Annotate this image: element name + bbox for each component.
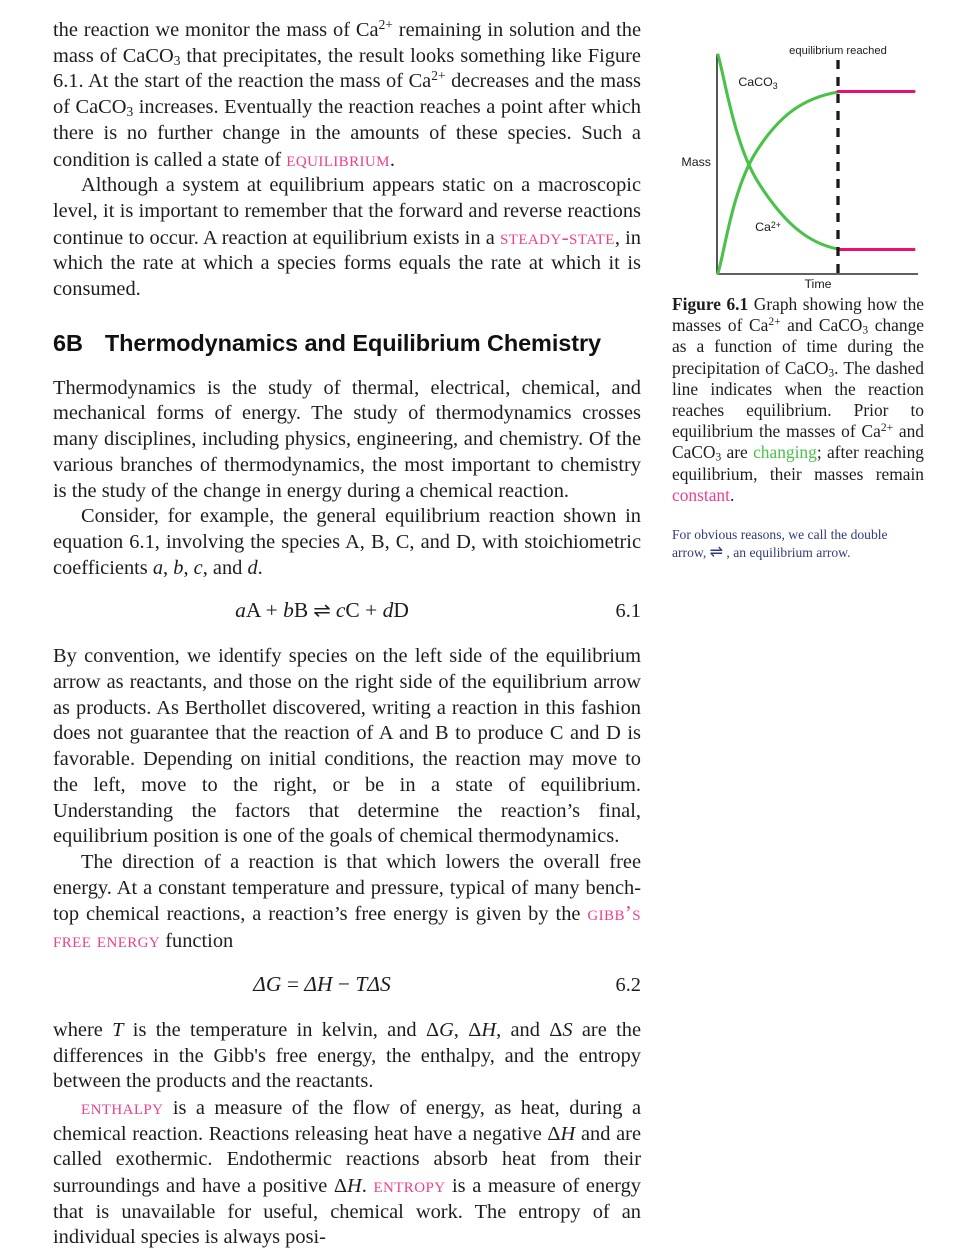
ca2plus-curve-label: Ca2+: [755, 219, 781, 234]
equilibrium-arrow-icon: ⇌: [313, 598, 331, 623]
section-number: 6B: [53, 329, 83, 356]
caco3-curve: [718, 92, 838, 273]
eq1-species-a: A: [245, 598, 261, 623]
x-axis-label-time: Time: [804, 277, 832, 288]
equation-6-2-body: [53, 972, 641, 997]
margin-note-equilibrium-arrow: For obvious reasons, we call the double arrow, ⇌ , an equilibrium arrow.: [672, 527, 888, 561]
equation-6-1: [53, 598, 641, 628]
eq1-coeff-a: a: [235, 598, 246, 623]
equation-6-1-body: [53, 598, 641, 623]
equation-6-2-number: 6.2: [615, 973, 641, 996]
eq1-coeff-c: c: [335, 598, 346, 623]
paragraph-steady-state: Although a system at equilibrium appears static on a macroscopic level, it is important to remember that the forward and reverse reactions continue to occur. A reaction at equilibrium exists in a steady-state, in which the rate at which a species forms equals the rate at which it is consumed.: [53, 174, 642, 301]
eq2-t-delta-s: TΔS: [355, 971, 391, 996]
y-axis-label-mass: Mass: [681, 155, 711, 169]
eq1-species-b: B: [293, 598, 309, 623]
mass-vs-time-chart: [672, 40, 924, 288]
paragraph-consider-general-reaction: Consider, for example, the general equilibrium reaction shown in equation 6.1, involving the species A, B, C, and D, with stoichiometric coefficients a, b, c, and d.: [53, 505, 641, 579]
equation-6-2: [53, 972, 641, 1002]
section-title: Thermodynamics and Equilibrium Chemistry: [104, 329, 601, 356]
eq2-delta-h: ΔH: [304, 971, 333, 996]
eq1-species-d: D: [393, 598, 409, 623]
main-text-column: [53, 18, 641, 1251]
eq1-coeff-b: b: [283, 598, 294, 623]
paragraph-where-T-definition: where T is the temperature in kelvin, and ΔG, ΔH, and ΔS are the differences in the Gibb's free energy, the enthalpy, and the entropy between the products and the reactants.: [53, 1018, 641, 1093]
margin-column: [672, 40, 924, 561]
eq1-plus-2: +: [365, 598, 378, 623]
equation-6-1-number: 6.1: [615, 600, 641, 623]
paragraph-thermodynamics-definition: Thermodynamics is the study of thermal, electrical, chemical, and mechanical forms of energy. The study of thermodynamics crosses many disciplines, including physics, engineering, and chemistry. Of the various branches of thermodynamics, the most important to chemistry is the study of the change in energy during a chemical reaction.: [53, 376, 641, 502]
paragraph-enthalpy-entropy: enthalpy is a measure of the flow of energy, as heat, during a chemical reaction. Reactions releasing heat have a negative ΔH and are called exothermic. Endothermic reactions absorb heat from their surroundings and have a positive ΔH. entropy is a measure of energy that is unavailable for useful, chemical work. The entropy of an individual species is always posi-: [53, 1094, 641, 1249]
eq2-equals: =: [286, 971, 299, 996]
paragraph-intro-equilibrium: the reaction we monitor the mass of $Ca^{2+}$ remaining in solution and the mass of CaCO$_3$ that precipitates, the result looks something like Figure 6.1. At the start of the reaction the mass of $Ca^{2+}$ decreases and the mass of CaCO$_3$ increases. Eventually the reaction reaches a point after which there is no further change in the amounts of these species. Such a condition is called a state of equilibrium.: [53, 17, 642, 171]
eq1-coeff-d: d: [382, 598, 394, 623]
paragraph-direction-free-energy: The direction of a reaction is that which lowers the overall free energy. At a constant temperature and pressure, typical of many bench-top chemical reactions, a reaction’s free energy is given by the gibb’s free energy function: [53, 850, 641, 953]
figure-6-1-caption: Figure 6.1 Graph showing how the masses of $Ca^{2+}$ and CaCO$_3$ change as a function of time during the precipitation of CaCO$_3$. The dashed line indicates when the reaction reaches equilibrium. Prior to equilibrium the masses of $Ca^{2+}$ and CaCO$_3$ are changing; after reaching equilibrium, their masses remain constant.: [672, 294, 924, 505]
eq1-species-c: C: [345, 598, 360, 623]
figure-6-1-graphic: [672, 40, 924, 288]
paragraph-by-convention: By convention, we identify species on the left side of the equilibrium arrow as reactants, and those on the right side of the equilibrium arrow as products. As Berthollet discovered, writing a reaction in this fashion does not guarantee that the reaction of A and B to produce C and D is favorable. Depending on initial conditions, the reaction may move to the left, move to the right, or be in a state of equilibrium. Understanding the factors that determine the reaction’s final, equilibrium position is one of the goals of chemical thermodynamics.: [53, 645, 641, 848]
eq1-plus-1: +: [265, 598, 278, 623]
caco3-curve-label: CaCO3: [738, 75, 778, 91]
equilibrium-reached-label: equilibrium reached: [789, 45, 887, 57]
section-heading: [53, 330, 641, 357]
eq2-delta-g: ΔG: [253, 971, 282, 996]
eq2-minus: −: [337, 971, 350, 996]
